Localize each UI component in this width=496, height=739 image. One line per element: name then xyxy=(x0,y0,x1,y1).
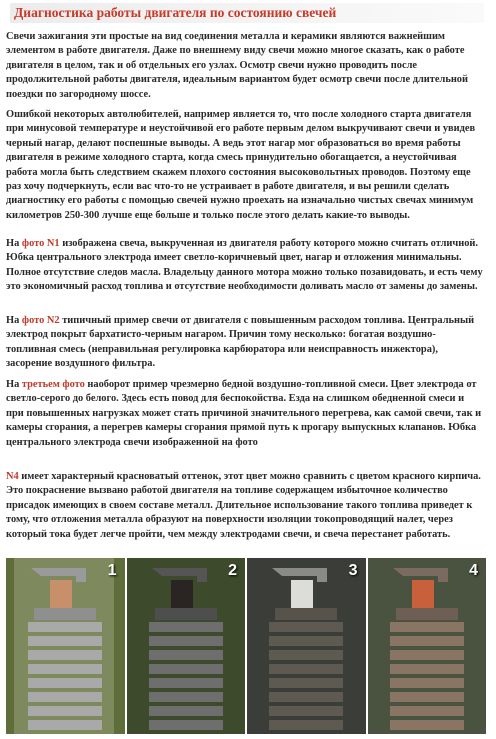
photo-number-1: 1 xyxy=(107,562,117,579)
spark-plug-photo-2 xyxy=(127,558,246,734)
paragraph-photo-4 xyxy=(6,470,484,542)
photo-3-prefix: На xyxy=(6,379,22,390)
photo-2-ref: фото N2 xyxy=(21,315,60,326)
photo-4-ref: N4 xyxy=(6,471,19,482)
spark-plug-photo-4 xyxy=(368,558,487,734)
photo-2-prefix: На xyxy=(6,315,22,326)
spark-plug-image-3 xyxy=(247,558,366,734)
paragraph-photo-3 xyxy=(6,378,484,450)
photo-number-4: 4 xyxy=(469,562,478,579)
photo-2-text: типичный пример свечи от двигателя с повышенным расходом топлива. Центральный электрод покрыт бархатисто-черным нагаром. Причин тому несколько: богатая воздушно-топливная смесь (неправильная регулировка карбюратора или неисправность инжектора), засорение воздушного фильтра. xyxy=(6,315,475,370)
paragraph-photo-2 xyxy=(6,314,484,372)
paragraph-cold-start: Ошибкой некоторых автолюбителей, например является то, что после холодного старта двигателя при минусовой температуре и неустойчивой его работе первым делом выкручивают свечи и увидев черный нагар, делают поспешные выводы. А ведь этот нагар мог образоваться во время работы двигателя в режиме холодного старта, когда смесь принудительно обогащается, а неустойчивая работа могла быть следствием скажем плохого состояния высоковольтных проводов. Поэтому еще раз хочу подчеркнуть, если вас что-то не устраивает в работе двигателя, и вы решили сделать диагностику его работы с помощью свечей нужно проехать на изначально чистых свечах минимум километров 250-300 лучше еще больше и только после этого делать какие-то выводы. xyxy=(6,109,476,221)
photo-1-text: изображена свеча, выкрученная из двигателя работу которого можно считать отличной. Юбка центрального электрода имеет светло-коричневый цвет, нагар и отложения минимальны. Полное отсутствие следов масла. Владельцу данного мотора можно только позавидовать, и есть чему это экономичный расход топлива и отсутствие необходимости доливать масло от замены до замены. xyxy=(6,238,483,293)
photo-3-text: наоборот пример чрезмерно бедной воздушно-топливной смеси. Цвет электрода от светло-серого до белого. Здесь есть повод для беспокойства. Езда на слишком обедненной смеси и при повышенных нагрузках может стать причиной значительного перегрева, как самой свечи, так и камеры сгорания, а перегрев камеры сгорания прямой путь к прогару выпускных клапанов. Юбка центрального электрода свечи изображенной на фото xyxy=(6,379,482,448)
spark-plug-image-1 xyxy=(6,558,125,734)
spark-plug-image-2 xyxy=(127,558,246,734)
spark-plug-photo-1 xyxy=(6,558,125,734)
spark-plug-photos xyxy=(6,558,486,734)
spark-plug-image-4 xyxy=(368,558,487,734)
paragraph-photo-1 xyxy=(6,237,484,295)
photo-4-text: имеет характерный красноватый оттенок, этот цвет можно сравнить с цветом красного кирпича. Это покраснение вызвано работой двигателя на топливе содержащем избыточное количество присадок имеющих в своем составе металл. Длительное использование такого топлива приведет к тому, что отложения металла образуют на поверхности изоляции токопроводящий налет, через который тока будет легче пройти, чем между электродами свечи, и свеча перестанет работать. xyxy=(6,471,481,540)
photo-1-prefix: На xyxy=(6,238,22,249)
paragraph-intro: Свечи зажигания эти простые на вид соединения металла и керамики являются важнейшим элементом в работе двигателя. Даже по внешнему виду свечи можно многое сказать, как о работе двигателя в целом, так и об отдельных его узлах. Осмотр свечи нужно проводить после продолжительной работы двигателя, идеальным вариантом будет осмотр свечи после длительной поездки по загородному шоссе. xyxy=(6,31,468,100)
page-title: Диагностика работы двигателя по состоянию свечей xyxy=(10,3,484,23)
spark-plug-photo-3 xyxy=(247,558,366,734)
photo-1-ref: фото N1 xyxy=(21,238,60,249)
photo-number-2: 2 xyxy=(228,562,237,579)
photo-number-3: 3 xyxy=(348,562,358,579)
photo-3-ref: третьем фото xyxy=(21,379,85,390)
